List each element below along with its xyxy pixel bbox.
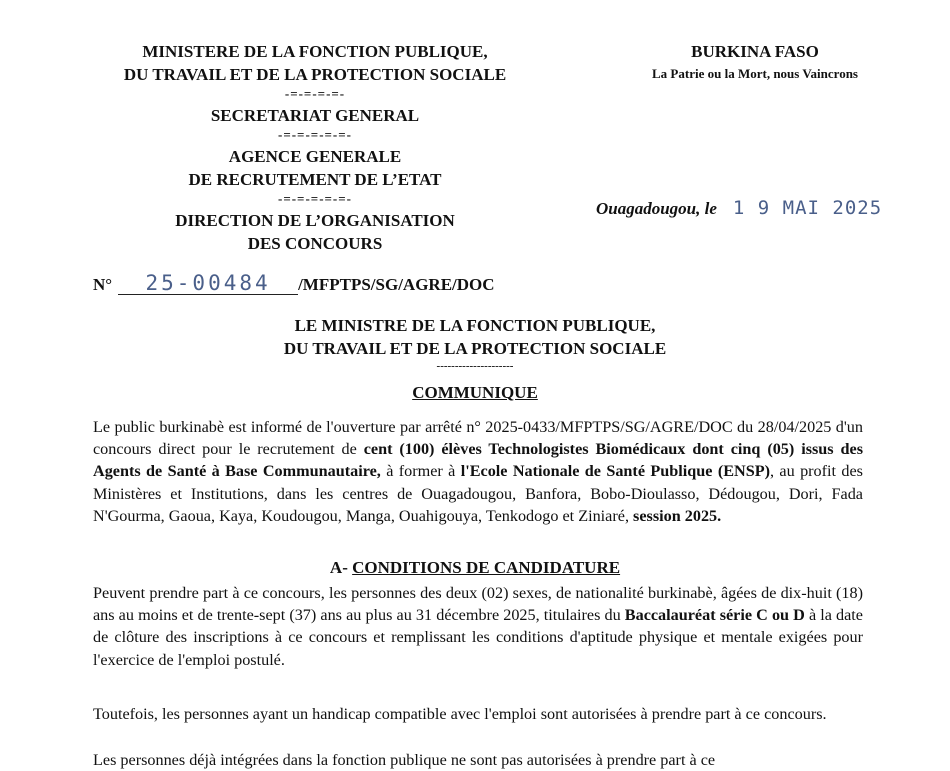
reference-number-stamp: 25-00484 <box>118 272 298 295</box>
secretariat-name: SECRETARIAT GENERAL <box>210 106 420 125</box>
agency-name-line1: AGENCE GENERALE <box>228 147 402 166</box>
direction-name-line1: DIRECTION DE L’ORGANISATION <box>175 211 455 230</box>
bold-run: Baccalauréat série C ou D <box>624 606 805 625</box>
place-label: Ouagadougou, le <box>596 199 717 218</box>
ministry-name-line2: DU TRAVAIL ET DE LA PROTECTION SOCIALE <box>123 65 507 84</box>
text-run: , au profit des Ministères et Institutions, dans les centres de Ouagadougou, Banfora, Bobo-Dioulasso, Dédougou, Dori, Fada N'Gourma, Gaoua, Kaya, Koudougou, Manga, Ouahigouya, Tenkodogo et Ziniaré, <box>93 462 863 525</box>
reference-suffix: /MFPTPS/SG/AGRE/DOC <box>298 275 495 294</box>
direction-name-line2: DES CONCOURS <box>247 234 383 253</box>
issuer-title-line2: DU TRAVAIL ET DE LA PROTECTION SOCIALE <box>283 339 667 358</box>
reference-prefix: N° <box>93 275 113 294</box>
issuer-title <box>0 314 950 372</box>
separator: -=-=-=-=-=- <box>277 127 352 142</box>
issuer-title-line1: LE MINISTRE DE LA FONCTION PUBLIQUE, <box>294 316 656 335</box>
text-run: à former à <box>380 462 461 481</box>
text-run: Peuvent prendre part à ce concours, les personnes des deux (02) sexes, de nationalité burkinabè, âgées de dix-huit (18) ans au moins et de trente-sept (37) ans au plus au 31 décembre 2025, titulaires du <box>93 584 863 625</box>
paragraph-handicap: Toutefois, les personnes ayant un handicap compatible avec l'emploi sont autorisées à prendre part à ce concours. <box>93 705 827 723</box>
bold-run: session 2025. <box>633 506 722 525</box>
reference-line <box>93 272 495 295</box>
country-name: BURKINA FASO <box>691 42 819 61</box>
bold-run: l'Ecole Nationale de Santé Publique (ENSP) <box>460 462 770 481</box>
national-motto: La Patrie ou la Mort, nous Vaincrons <box>652 66 858 81</box>
dash-separator: --------------------- <box>436 360 514 372</box>
paragraph-conditions <box>93 582 863 671</box>
country-block <box>600 40 910 84</box>
section-title: CONDITIONS DE CANDIDATURE <box>352 558 621 577</box>
bold-run: cent (100) élèves Technologistes Biomédicaux dont cinq (05) issus des Agents de Santé à Base Communautaire, <box>93 440 864 481</box>
section-letter: A- <box>329 558 353 577</box>
separator: -=-=-=-=-=- <box>277 191 352 206</box>
separator: -=-=-=-=- <box>284 86 346 101</box>
ministry-name-line1: MINISTERE DE LA FONCTION PUBLIQUE, <box>142 42 488 61</box>
place-date-line <box>596 197 882 219</box>
text-run: à la date de clôture des inscriptions à ce concours et remplissant les conditions d'aptitude physique et mentale exigées pour l'exercice de l'emploi postulé. <box>93 606 863 669</box>
issuing-authority-block <box>80 40 550 255</box>
text-run: Le public burkinabè est informé de l'ouverture par arrêté n° 2025-0433/MFPTPS/SG/AGRE/DOC du 28/04/2025 d'un concours direct pour le recrutement de <box>93 418 863 459</box>
document-title: COMMUNIQUE <box>412 383 538 402</box>
section-a-heading <box>0 558 950 578</box>
date-stamp: 1 9 MAI 2025 <box>732 197 883 219</box>
paragraph-announcement <box>93 416 863 527</box>
paragraph-exclusion: Les personnes déjà intégrées dans la fonction publique ne sont pas autorisées à prendre part à ce <box>93 751 716 769</box>
agency-name-line2: DE RECRUTEMENT DE L’ETAT <box>188 170 442 189</box>
